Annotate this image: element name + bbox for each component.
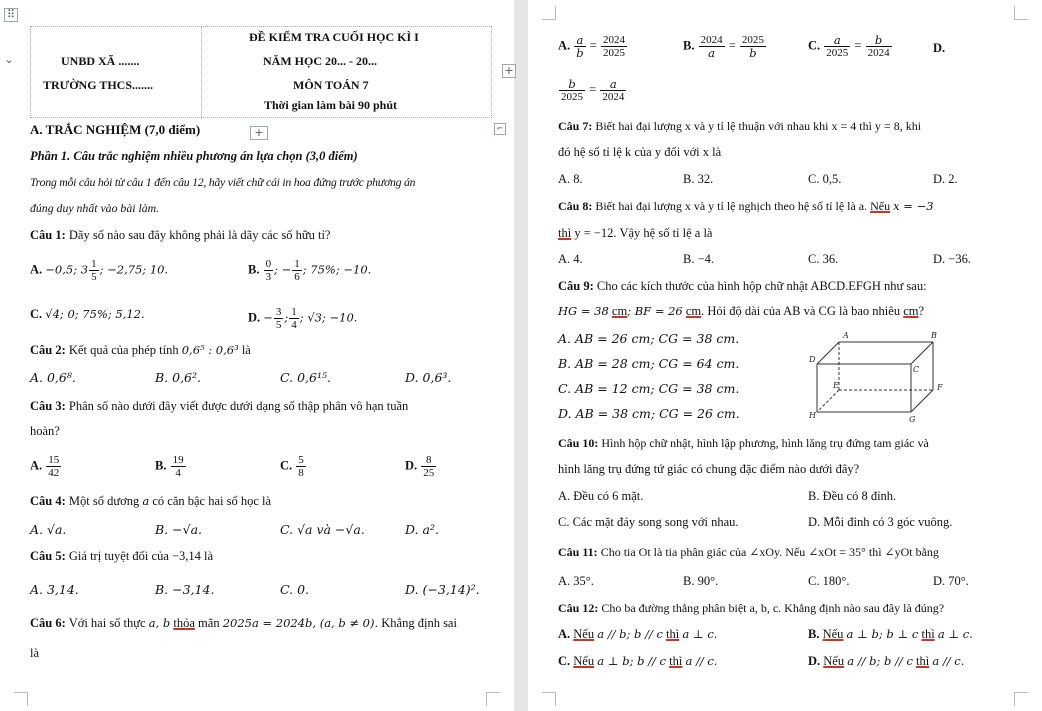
q1-a-letter: A.	[30, 262, 46, 277]
q9-unit2: cm	[685, 304, 702, 318]
q8-text2: y = −12. Vậy hệ số tỉ lệ a là	[574, 226, 713, 240]
q1-d-letter: D.	[248, 310, 264, 325]
q1-a-num: 1	[91, 258, 97, 270]
q6-b-frac1	[699, 34, 725, 59]
q12-option-a[interactable]	[558, 626, 717, 642]
q9-stem-line2	[558, 303, 924, 319]
q10-option-c[interactable]: C. Các mặt đáy song song với nhau.	[558, 515, 739, 529]
q6-option-d[interactable]	[933, 40, 945, 56]
q12-stem	[558, 600, 944, 616]
q7-stem-line2: đó hệ số tỉ lệ k của y đối với x là	[558, 145, 722, 159]
q1-d-sep: ;	[284, 310, 289, 325]
q3-stem-line2: hoàn?	[30, 424, 60, 438]
q7-label: Câu 7:	[558, 119, 593, 133]
q10-option-b[interactable]: B. Đều có 8 đỉnh.	[808, 489, 897, 503]
chevron-down-icon[interactable]: ⌄	[2, 54, 16, 68]
q9-unit1: cm	[611, 304, 628, 318]
q3-d-num: 8	[421, 454, 436, 467]
q6-b-letter: B.	[683, 38, 698, 53]
edge-eh	[817, 390, 839, 412]
q4-var: a	[142, 494, 150, 508]
part1-heading: Phần 1. Câu trắc nghiệm nhiều phương án lựa chọn (3,0 điểm)	[30, 149, 358, 163]
q9-unit3: cm	[903, 304, 919, 318]
q8-label: Câu 8:	[558, 199, 593, 213]
q8-text: Biết hai đại lượng x và y tỉ lệ nghịch theo hệ số tỉ lệ là a.	[595, 199, 868, 213]
q3-c-letter: C.	[280, 458, 296, 473]
q12-c-cond: a ⊥ b; b // c	[597, 654, 666, 668]
margin-corner-bl2	[542, 692, 556, 706]
vertex-f: F	[937, 383, 943, 392]
q1-a-math1: −0,5; 3	[45, 262, 89, 277]
q6-c-frac1	[824, 34, 850, 59]
q3-a-frac	[46, 454, 61, 479]
q6-a-frac2	[601, 34, 627, 59]
q1-option-b[interactable]	[248, 258, 371, 283]
vertex-h: H	[809, 411, 816, 420]
q11-stem	[558, 544, 939, 560]
q5-text: Giá trị tuyệt đối của −3,14 là	[68, 549, 214, 563]
q1-b-den2: 6	[294, 271, 300, 283]
q9-bf: ; BF = 26	[627, 304, 683, 318]
header-table	[30, 26, 492, 118]
q6-b-frac2	[740, 34, 766, 59]
q5-label: Câu 5:	[30, 549, 66, 563]
q1-c-math: √4; 0; 75%; 5,12.	[45, 307, 145, 321]
q4-tail: có căn bậc hai số học là	[152, 494, 272, 508]
q9-end: ?	[918, 304, 925, 318]
q9-stem	[558, 278, 927, 294]
q12-d-letter: D.	[808, 654, 821, 668]
cuboid-figure	[803, 326, 953, 424]
page-left	[0, 0, 514, 711]
q4-option-c[interactable]: C. √a và −√a.	[280, 522, 365, 537]
q7-option-d[interactable]: D. 2.	[933, 172, 958, 186]
q6-b-n2: 2025	[741, 34, 764, 46]
q6-a-d2: 2025	[602, 47, 625, 59]
q6-d-d2: 2024	[602, 91, 625, 103]
q4-stem	[30, 493, 271, 509]
vertex-e: E	[833, 381, 839, 390]
q1-d-num2: 1	[291, 306, 297, 318]
q5-option-a[interactable]: A. 3,14.	[30, 582, 79, 597]
q2-text: Kết quả của phép tính	[68, 343, 179, 357]
q4-option-d[interactable]: D. a².	[405, 522, 439, 537]
q1-b-rest: ; 75%; −10.	[302, 262, 372, 277]
q3-stem	[30, 398, 408, 414]
add-row-plus-icon[interactable]: +	[250, 126, 268, 140]
q6-a-n1: a	[574, 34, 585, 47]
q6-d-frac1	[559, 78, 585, 103]
q8-stem	[558, 198, 934, 214]
margin-corner-br2	[1014, 692, 1028, 706]
q11-option-b[interactable]: B. 90°.	[683, 574, 719, 588]
q12-d-then: thì	[916, 654, 930, 668]
q10-option-a[interactable]: A. Đều có 6 mặt.	[558, 489, 644, 503]
q2-tail: là	[241, 343, 251, 357]
q12-option-c[interactable]	[558, 653, 717, 669]
q7-option-c[interactable]: C. 0,5.	[808, 172, 842, 186]
edge-gf	[911, 390, 933, 412]
q3-a-den: 42	[48, 467, 60, 479]
q12-a-result: a ⊥ c.	[682, 627, 718, 641]
table-resize-icon[interactable]: ⌐	[494, 123, 506, 135]
instruction-line1: Trong mỗi câu hỏi từ câu 1 đến câu 12, hãy viết chữ cái in hoa đứng trước phương án	[30, 175, 416, 189]
q3-c-num: 5	[298, 454, 304, 466]
q6-d-letter: D.	[933, 41, 946, 55]
q6-option-c[interactable]: C. $\frac{a}{2025}$ = $\frac{b}{2024}$	[808, 33, 890, 59]
q11-option-d[interactable]: D. 70°.	[933, 574, 969, 588]
q10-option-d[interactable]: D. Mỗi đỉnh có 3 góc vuông.	[808, 515, 953, 529]
q9-label: Câu 9:	[558, 279, 594, 293]
q3-b-den: 4	[175, 467, 181, 479]
q12-label: Câu 12:	[558, 601, 599, 615]
q9-text: Cho các kích thước của hình hộp chữ nhật ABCD.EFGH như sau:	[596, 279, 927, 293]
q3-label: Câu 3:	[30, 399, 66, 413]
q6-c-n2: b	[866, 34, 892, 47]
vertex-b: B	[931, 331, 937, 340]
q7-stem	[558, 118, 921, 134]
q5-option-b[interactable]: B. −3,14.	[155, 582, 215, 597]
q4-option-b[interactable]: B. −√a.	[155, 522, 202, 537]
q9-option-a[interactable]: A. AB = 26 cm; CG = 38 cm.	[558, 331, 740, 346]
q1-b-sep: ; −	[274, 262, 292, 277]
vertex-c: C	[913, 365, 920, 374]
q5-stem	[30, 548, 213, 564]
q8-option-b[interactable]: B. −4.	[683, 252, 715, 266]
q12-c-letter: C.	[558, 654, 571, 668]
vertex-a: A	[843, 331, 849, 340]
q1-b-num1: 0	[265, 258, 272, 270]
q6-b-n1: 2024	[700, 34, 723, 46]
q8-tail-u: Nếu	[870, 199, 891, 213]
header-year: NĂM HỌC 20... - 20...	[263, 54, 377, 68]
q1-d-den2: 4	[291, 319, 297, 331]
edge-bc	[911, 342, 933, 364]
header-duration: Thời gian làm bài 90 phút	[264, 98, 398, 112]
q2-stem	[30, 342, 251, 358]
q6-c-d2: 2024	[867, 47, 890, 59]
q3-b-frac	[171, 454, 186, 479]
q1-b-den1: 3	[265, 271, 272, 283]
q12-d-cond: a // b; b // c	[847, 654, 913, 668]
q1-option-c[interactable]	[30, 306, 145, 322]
q6-a-letter: A.	[558, 38, 574, 53]
q1-d-den1: 5	[275, 319, 282, 331]
q1-c-letter: C.	[30, 307, 46, 321]
q8-option-c[interactable]: C. 36.	[808, 252, 839, 266]
q6-mid: thỏa	[173, 616, 195, 630]
q10-stem-line2: hình lăng trụ đứng tứ giác có chung đặc điểm nào dưới đây?	[558, 462, 860, 476]
q2-option-d[interactable]: D. 0,6³.	[405, 370, 452, 385]
q12-a-letter: A.	[558, 627, 571, 641]
q7-text: Biết hai đại lượng x và y tỉ lệ thuận với nhau khi x = 4 thì y = 8, khi	[595, 119, 922, 133]
q3-option-c[interactable]	[280, 454, 307, 479]
q6-b-d2: b	[749, 46, 757, 60]
q3-b-letter: B.	[155, 458, 170, 473]
q3-text: Phân số nào dưới đây viết được dưới dạng số thập phân vô hạn tuần	[68, 399, 409, 413]
q4-label: Câu 4:	[30, 494, 66, 508]
q6-c-d1: 2025	[826, 47, 849, 59]
q5-option-c[interactable]: C. 0.	[280, 582, 309, 597]
q6-d-d1: 2025	[561, 91, 583, 103]
q9-hg: HG = 38	[558, 304, 609, 318]
q3-c-den: 8	[298, 467, 304, 479]
q1-b-letter: B.	[248, 262, 263, 277]
q3-option-b[interactable]	[155, 454, 187, 479]
q12-option-b[interactable]	[808, 626, 973, 642]
q5-option-d[interactable]: D. (−3,14)².	[405, 582, 480, 597]
q1-b-frac1	[264, 258, 274, 283]
q6-b-d1: a	[708, 46, 716, 60]
margin-corner-bl	[14, 692, 28, 706]
q9-option-c[interactable]: C. AB = 12 cm; CG = 38 cm.	[558, 381, 740, 396]
q9-option-b[interactable]: B. AB = 28 cm; CG = 64 cm.	[558, 356, 740, 371]
q6-d-n2: a	[600, 78, 626, 91]
q1-d-minus: −	[263, 310, 273, 325]
q6-vars: a, b	[148, 616, 171, 630]
q12-option-d[interactable]	[808, 653, 964, 669]
q1-option-d[interactable]	[248, 306, 357, 331]
q9-question: . Hỏi độ dài của AB và CG là bao nhiêu	[701, 304, 901, 318]
q12-d-if: Nếu	[823, 654, 845, 668]
q6-a-n2: 2024	[602, 34, 625, 46]
q2-label: Câu 2:	[30, 343, 66, 357]
q6-text: Với hai số thực	[68, 616, 146, 630]
vertex-d: D	[809, 355, 816, 364]
q3-d-den: 25	[423, 467, 435, 479]
q6-option-d-content[interactable]: $\frac{b}{2025}$ = $\frac{a}{2024}$	[561, 77, 625, 103]
q12-c-result: a // c.	[685, 654, 718, 668]
q7-option-a[interactable]: A. 8.	[558, 172, 583, 186]
vertex-g: G	[909, 415, 916, 424]
q4-text: Một số dương	[68, 494, 140, 508]
q12-b-result: a ⊥ c.	[937, 627, 973, 641]
add-section-plus-icon[interactable]: +	[502, 64, 516, 78]
q12-a-cond: a // b; b // c	[597, 627, 663, 641]
q6-mid2: mãn	[198, 616, 220, 630]
q12-a-then: thì	[666, 627, 680, 641]
q9-option-d[interactable]: D. AB = 38 cm; CG = 26 cm.	[558, 406, 740, 421]
q3-d-letter: D.	[405, 458, 421, 473]
q6-c-n1: a	[824, 34, 850, 47]
q6-d-frac2	[600, 78, 626, 103]
q1-a-den: 5	[91, 271, 97, 283]
q3-b-num: 19	[172, 454, 184, 466]
q8-option-a[interactable]: A. 4.	[558, 252, 583, 266]
q1-a-math2: ; −2,75; 10.	[99, 262, 169, 277]
q6-stem-line2: là	[30, 646, 40, 660]
q1-stem	[30, 227, 330, 243]
q3-a-num: 15	[48, 454, 60, 466]
q3-a-letter: A.	[30, 458, 46, 473]
q1-b-num2: 1	[294, 258, 300, 270]
q6-c-frac2	[866, 34, 892, 59]
q12-d-result: a // c.	[932, 654, 965, 668]
q1-d-frac1	[274, 306, 284, 331]
margin-corner-br	[486, 692, 500, 706]
q6-option-a[interactable]: A. $\frac{a}{b}$ = $\frac{2024}{2025}$	[558, 33, 625, 60]
q12-b-then: thì	[921, 627, 935, 641]
q12-c-if: Nếu	[573, 654, 595, 668]
q3-option-d[interactable]	[405, 454, 437, 479]
q11-label: Câu 11:	[558, 545, 598, 559]
q1-d-num1: 3	[275, 306, 282, 318]
edge-ad	[817, 342, 839, 364]
q2-expr: 0,6⁵ : 0,6³	[181, 343, 239, 357]
q12-a-if: Nếu	[573, 627, 595, 641]
q6-option-b[interactable]: B. $\frac{2024}{a}$ = $\frac{2025}{b}$	[683, 34, 764, 60]
q8-option-d[interactable]: D. −36.	[933, 252, 971, 266]
q7-option-b[interactable]: B. 32.	[683, 172, 714, 186]
q8-stem-line2	[558, 225, 712, 241]
q8-text2-u: thì	[558, 226, 572, 240]
q3-c-frac	[296, 454, 306, 479]
header-subject: MÔN TOÁN 7	[293, 78, 369, 92]
q12-b-if: Nếu	[822, 627, 844, 641]
q12-b-letter: B.	[808, 627, 820, 641]
q1-d-rest: ; √3; −10.	[299, 310, 358, 325]
q6-a-d1: b	[576, 46, 584, 60]
header-school: TRƯỜNG THCS.......	[43, 78, 154, 92]
q6-a-frac1	[574, 34, 585, 59]
section-a-heading: A. TRẮC NGHIỆM (7,0 điểm)	[30, 122, 201, 137]
header-divider	[201, 27, 202, 119]
q3-d-frac	[421, 454, 436, 479]
q8-tail: x = −3	[893, 199, 934, 213]
q10-stem	[558, 435, 929, 451]
q3-option-a[interactable]	[30, 454, 62, 479]
q12-text: Cho ba đường thẳng phân biệt a, b, c. Khẳng định nào sau đây là đúng?	[601, 601, 945, 615]
margin-corner-tr	[1014, 6, 1028, 20]
move-handle-icon[interactable]: ⠿	[4, 8, 18, 22]
q6-label: Câu 6:	[30, 616, 66, 630]
q1-label: Câu 1:	[30, 228, 66, 242]
q1-a-frac	[89, 258, 99, 283]
q1-b-frac2	[292, 258, 302, 283]
q6-stem	[30, 615, 457, 631]
q11-option-c[interactable]: C. 180°.	[808, 574, 850, 588]
q1-text: Dãy số nào sau đây không phải là dãy các số hữu tỉ?	[68, 228, 331, 242]
q11-option-a[interactable]: A. 35°.	[558, 574, 594, 588]
q6-d-n1: b	[559, 78, 585, 91]
instruction-line2: đúng duy nhất vào bài làm.	[30, 201, 160, 215]
q6-c-letter: C.	[808, 38, 824, 53]
q12-b-cond: a ⊥ b; b ⊥ c	[846, 627, 919, 641]
margin-corner-tl	[542, 6, 556, 20]
q6-expr: 2025a = 2024b, (a, b ≠ 0).	[222, 616, 379, 630]
header-title: ĐỀ KIỂM TRA CUỐI HỌC KÌ I	[249, 30, 419, 44]
q10-text: Hình hộp chữ nhật, hình lập phương, hình lăng trụ đứng tam giác và	[601, 436, 929, 450]
q1-d-frac2	[289, 306, 299, 331]
q6-tail: Khẳng định sai	[381, 616, 457, 630]
header-school-district: UNBD XÃ .......	[61, 54, 140, 68]
q2-option-b[interactable]: B. 0,6².	[155, 370, 201, 385]
q10-label: Câu 10:	[558, 436, 599, 450]
q2-option-a[interactable]: A. 0,6⁸.	[30, 370, 76, 385]
page-right	[504, 0, 1042, 711]
q12-c-then: thì	[669, 654, 683, 668]
q11-text: Cho tia Ot là tia phân giác của ∠xOy. Nếu ∠xOt = 35° thì ∠yOt bằng	[600, 545, 939, 559]
q4-option-a[interactable]: A. √a.	[30, 522, 67, 537]
q1-option-a[interactable]	[30, 258, 168, 283]
q2-option-c[interactable]: C. 0,6¹⁵.	[280, 370, 331, 385]
